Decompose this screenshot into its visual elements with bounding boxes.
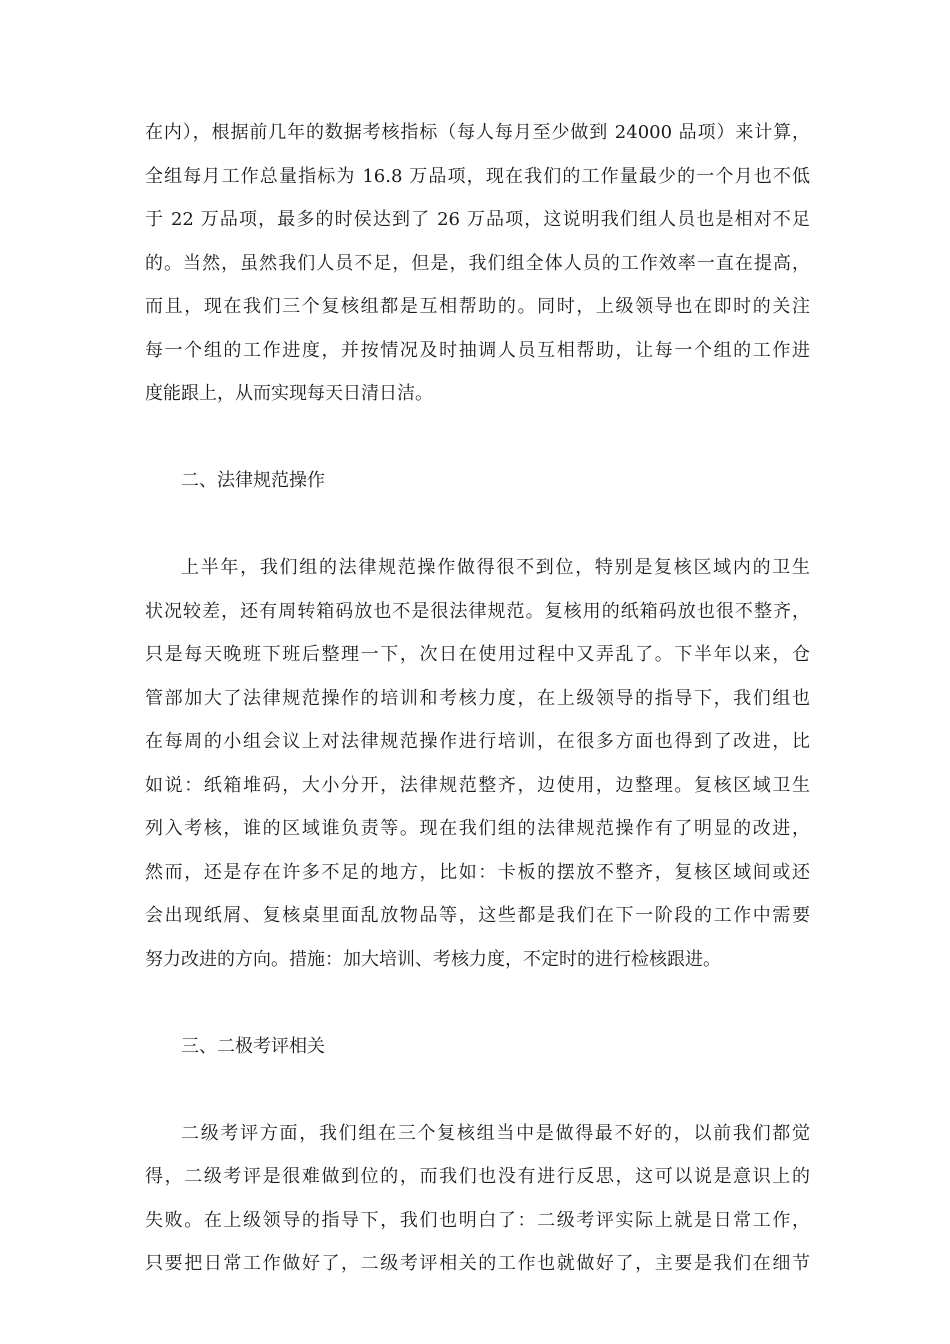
text-line: 每一个组的工作进度，并按情况及时抽调人员互相帮助，让每一个组的工作进: [145, 339, 810, 361]
text-line: 失败。在上级领导的指导下，我们也明白了：二级考评实际上就是日常工作，: [145, 1209, 810, 1231]
text-line: 二级考评方面，我们组在三个复核组当中是做得最不好的，以前我们都觉: [181, 1122, 810, 1144]
text-line: 如说：纸箱堆码，大小分开，法律规范整齐，边使用，边整理。复核区域卫生: [145, 774, 810, 796]
text-line: 在内），根据前几年的数据考核指标（每人每月至少做到 24000 品项）来计算，: [145, 122, 810, 143]
document-body: [145, 111, 810, 1286]
section-heading-evaluation: 三、二极考评相关: [181, 1035, 325, 1057]
text-line: 管部加大了法律规范操作的培训和考核力度，在上级领导的指导下，我们组也: [145, 687, 810, 709]
text-line: 的。当然，虽然我们人员不足，但是，我们组全体人员的工作效率一直在提高，: [145, 252, 810, 274]
paragraph-spacer: [145, 1068, 810, 1112]
text-line: 努力改进的方向。措施：加大培训、考核力度，不定时的进行检核跟进。: [145, 948, 721, 970]
paragraph-evaluation: [145, 1112, 810, 1286]
text-line: 得，二级考评是很难做到位的，而我们也没有进行反思，这可以说是意识上的: [145, 1166, 810, 1187]
paragraph-spacer: [145, 503, 810, 547]
text-line: 度能跟上，从而实现每天日清日洁。: [145, 383, 433, 404]
text-line: 全组每月工作总量指标为 16.8 万品项，现在我们的工作量最少的一个月也不低: [145, 165, 810, 187]
text-line: 只是每天晚班下班后整理一下，次日在使用过程中又弄乱了。下半年以来，仓: [145, 644, 810, 665]
section-heading-legal-operation: 二、法律规范操作: [181, 470, 325, 491]
text-line: 而且，现在我们三个复核组都是互相帮助的。同时，上级领导也在即时的关注: [145, 296, 810, 317]
text-line: 在每周的小组会议上对法律规范操作进行培训，在很多方面也得到了改进，比: [145, 731, 810, 752]
text-line: 于 22 万品项，最多的时侯达到了 26 万品项，这说明我们组人员也是相对不足: [145, 209, 810, 230]
paragraph-legal-operation: [145, 546, 810, 981]
text-line: 状况较差，还有周转箱码放也不是很法律规范。复核用的纸箱码放也很不整齐，: [145, 600, 810, 622]
text-line: 只要把日常工作做好了，二级考评相关的工作也就做好了，主要是我们在细节: [145, 1253, 810, 1274]
paragraph-spacer: [145, 416, 810, 460]
text-line: 然而，还是存在许多不足的地方，比如：卡板的摆放不整齐，复核区域间或还: [145, 861, 810, 883]
paragraph-spacer: [145, 981, 810, 1025]
text-line: 上半年，我们组的法律规范操作做得很不到位，特别是复核区域内的卫生: [181, 557, 810, 578]
text-line: 会出现纸屑、复核桌里面乱放物品等，这些都是我们在下一阶段的工作中需要: [145, 905, 810, 926]
paragraph-workload: [145, 111, 810, 416]
text-line: 列入考核，谁的区域谁负责等。现在我们组的法律规范操作有了明显的改进，: [145, 818, 810, 839]
